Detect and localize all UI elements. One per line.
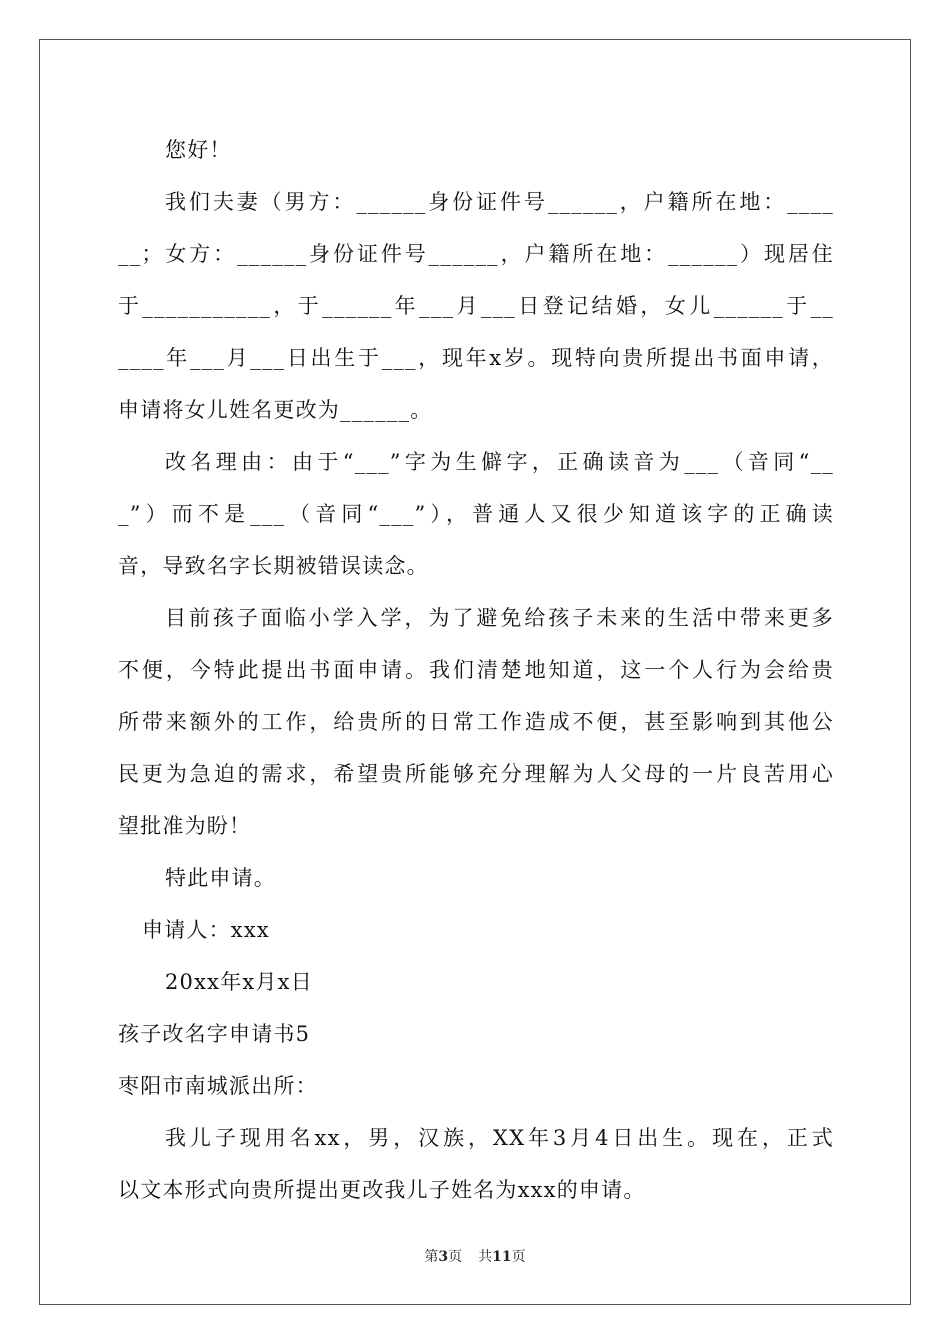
date: 20xx年x月x日 [165, 970, 313, 994]
paragraph-line: 我儿子现用名xx，男，汉族，XX年3月4日出生。现在，正式 [165, 1126, 834, 1150]
paragraph-line: 我们夫妻（男方：______身份证件号______，户籍所在地：____ [165, 190, 834, 214]
paragraph-line: 以文本形式向贵所提出更改我儿子姓名为xxx的申请。 [118, 1178, 646, 1202]
total-suffix: 页 [511, 1249, 526, 1265]
section-title: 孩子改名字申请书5 [118, 1022, 311, 1046]
paragraph-line: _”）而不是___（音同“___”），普通人又很少知道该字的正确读 [118, 502, 834, 526]
page-suffix: 页 [448, 1249, 463, 1265]
paragraph-line: 于___________，于______年___月___日登记结婚，女儿______于__ [118, 294, 834, 318]
total-prefix: 共 [478, 1249, 493, 1265]
paragraph-line: 民更为急迫的需求，希望贵所能够充分理解为人父母的一片良苦用心 [118, 762, 834, 786]
closing: 特此申请。 [165, 866, 276, 890]
paragraph-line: 目前孩子面临小学入学，为了避免给孩子未来的生活中带来更多 [165, 606, 834, 630]
page-number: 3 [438, 1249, 449, 1265]
greeting: 您好！ [165, 138, 232, 162]
paragraph-line: ____年___月___日出生于___，现年x岁。现特向贵所提出书面申请， [118, 346, 834, 370]
paragraph-line: 所带来额外的工作，给贵所的日常工作造成不便，甚至影响到其他公 [118, 710, 834, 734]
page-prefix: 第 [424, 1249, 439, 1265]
total-pages: 11 [492, 1249, 512, 1265]
paragraph-line: 音，导致名字长期被错误读念。 [118, 554, 429, 578]
paragraph-line: 望批准为盼！ [118, 814, 252, 838]
addressee: 枣阳市南城派出所： [118, 1074, 318, 1098]
letter-body [118, 130, 834, 1222]
paragraph-line: 不便，今特此提出书面申请。我们清楚地知道，这一个人行为会给贵 [118, 658, 834, 682]
paragraph-line: 改名理由：由于“___”字为生僻字，正确读音为___（音同“__ [165, 450, 834, 474]
page-footer [0, 1247, 950, 1267]
applicant: 申请人：xxx [142, 918, 270, 942]
paragraph-line: 申请将女儿姓名更改为______。 [118, 398, 433, 422]
paragraph-line: __；女方：______身份证件号______，户籍所在地：______）现居住 [118, 242, 834, 266]
